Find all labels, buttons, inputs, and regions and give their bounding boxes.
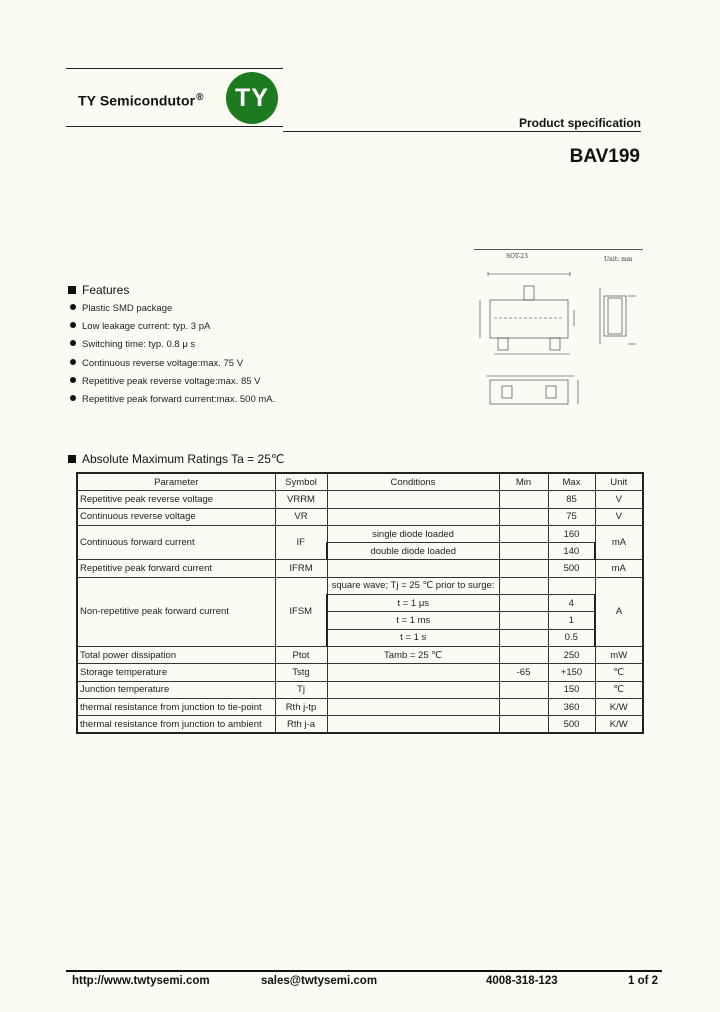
unit-cell: mA [595,525,643,560]
cond-cell: double diode loaded [327,543,499,560]
unit-cell: ℃ [595,664,643,681]
param-cell: Continuous forward current [77,525,275,560]
max-cell: 150 [548,681,595,698]
header-rule-left [66,126,283,127]
doc-type: Product specification [518,116,641,130]
param-cell: thermal resistance from junction to ambient [77,716,275,734]
min-cell [499,629,548,646]
bullet-icon [70,304,76,310]
feature-item: Plastic SMD package [70,303,172,314]
bullet-icon [70,395,76,401]
unit-cell: ℃ [595,681,643,698]
param-cell: Junction temperature [77,681,275,698]
unit-cell: A [595,577,643,646]
min-cell [499,612,548,629]
min-cell [499,595,548,612]
col-header: Unit [595,473,643,491]
max-cell: 500 [548,560,595,577]
min-cell [499,681,548,698]
symbol-cell: IFRM [275,560,327,577]
feature-item: Repetitive peak forward current:max. 500 mA. [70,394,275,405]
symbol-cell: IFSM [275,577,327,646]
col-header: Min [499,473,548,491]
symbol-cell: Tstg [275,664,327,681]
table-row [77,664,643,681]
param-cell: Repetitive peak forward current [77,560,275,577]
cond-cell [327,698,499,715]
bullet-icon [70,359,76,365]
col-header: Conditions [327,473,499,491]
max-cell: 250 [548,646,595,663]
ratings-title: Absolute Maximum Ratings Ta = 25℃ [68,452,284,466]
unit-cell: V [595,491,643,508]
website-link[interactable]: http://www.twtysemi.com [72,975,210,987]
cond-cell [327,508,499,525]
features-title: Features [68,283,129,297]
symbol-cell: Ptot [275,646,327,663]
phone-number: 4008-318-123 [486,975,558,987]
cond-cell: t = 1 s [327,629,499,646]
symbol-cell: Rth j-a [275,716,327,734]
min-cell [499,525,548,542]
cond-cell: t = 1 ms [327,612,499,629]
min-cell [499,508,548,525]
table-row [77,560,643,577]
cond-cell [327,681,499,698]
table-row [77,491,643,508]
min-cell [499,577,548,594]
max-cell: 1 [548,612,595,629]
unit-label: Unit: mm [604,256,633,263]
min-cell [499,716,548,734]
max-cell: 140 [548,543,595,560]
side-view-outline [600,288,636,344]
feature-item: Continuous reverse voltage:max. 75 V [70,358,243,369]
cond-cell: single diode loaded [327,525,499,542]
min-cell [499,543,548,560]
table-row [77,525,643,542]
feature-item: Low leakage current: typ. 3 pA [70,321,210,332]
feature-item: Repetitive peak reverse voltage:max. 85 V [70,376,260,387]
header-rule-top [66,68,283,69]
max-cell: 160 [548,525,595,542]
param-cell: Total power dissipation [77,646,275,663]
bullet-icon [70,340,76,346]
table-header-row [77,473,643,491]
unit-cell: mA [595,560,643,577]
square-bullet-icon [68,455,76,463]
unit-cell: V [595,508,643,525]
max-cell: 4 [548,595,595,612]
param-cell: Repetitive peak reverse voltage [77,491,275,508]
cond-cell [327,560,499,577]
cond-cell: square wave; Tj = 25 ℃ prior to surge: [327,577,499,594]
param-cell: Storage temperature [77,664,275,681]
square-bullet-icon [68,286,76,294]
header-rule-right [283,131,641,132]
footer-rule [66,970,662,972]
symbol-cell: IF [275,525,327,560]
col-header: Max [548,473,595,491]
cond-cell [327,716,499,734]
max-cell: 0.5 [548,629,595,646]
registered-mark: ® [196,92,204,103]
bullet-icon [70,377,76,383]
param-cell: thermal resistance from junction to tie-point [77,698,275,715]
min-cell [499,698,548,715]
table-row [77,577,643,594]
max-cell: 75 [548,508,595,525]
top-view-outline [480,272,574,354]
min-cell [499,491,548,508]
table-row [77,716,643,734]
package-drawing [474,248,644,433]
table-row [77,681,643,698]
cond-cell [327,664,499,681]
param-cell: Non-repetitive peak forward current [77,577,275,646]
feature-item: Switching time: typ. 0.8 μ s [70,339,195,350]
symbol-cell: Rth j-tp [275,698,327,715]
max-cell: 360 [548,698,595,715]
max-cell [548,577,595,594]
ratings-table [76,472,644,734]
unit-cell: K/W [595,716,643,734]
company-name: TY Semicondutor® [78,92,204,109]
col-header: Parameter [77,473,275,491]
unit-cell: mW [595,646,643,663]
bullet-icon [70,322,76,328]
package-name: SOT-23 [506,253,528,260]
symbol-cell: VR [275,508,327,525]
cond-cell: t = 1 μs [327,595,499,612]
min-cell: -65 [499,664,548,681]
cond-cell [327,491,499,508]
symbol-cell: VRRM [275,491,327,508]
front-view-outline [486,376,578,404]
symbol-cell: Tj [275,681,327,698]
col-header: Symbol [275,473,327,491]
table-row [77,698,643,715]
table-row [77,508,643,525]
part-number: BAV199 [569,146,640,167]
max-cell: 85 [548,491,595,508]
page-number: 1 of 2 [628,975,659,987]
max-cell: +150 [548,664,595,681]
param-cell: Continuous reverse voltage [77,508,275,525]
cond-cell: Tamb = 25 ℃ [327,646,499,663]
unit-cell: K/W [595,698,643,715]
min-cell [499,560,548,577]
min-cell [499,646,548,663]
max-cell: 500 [548,716,595,734]
email-link[interactable]: sales@twtysemi.com [261,975,378,987]
table-row [77,646,643,663]
ty-logo: TY [226,72,278,124]
